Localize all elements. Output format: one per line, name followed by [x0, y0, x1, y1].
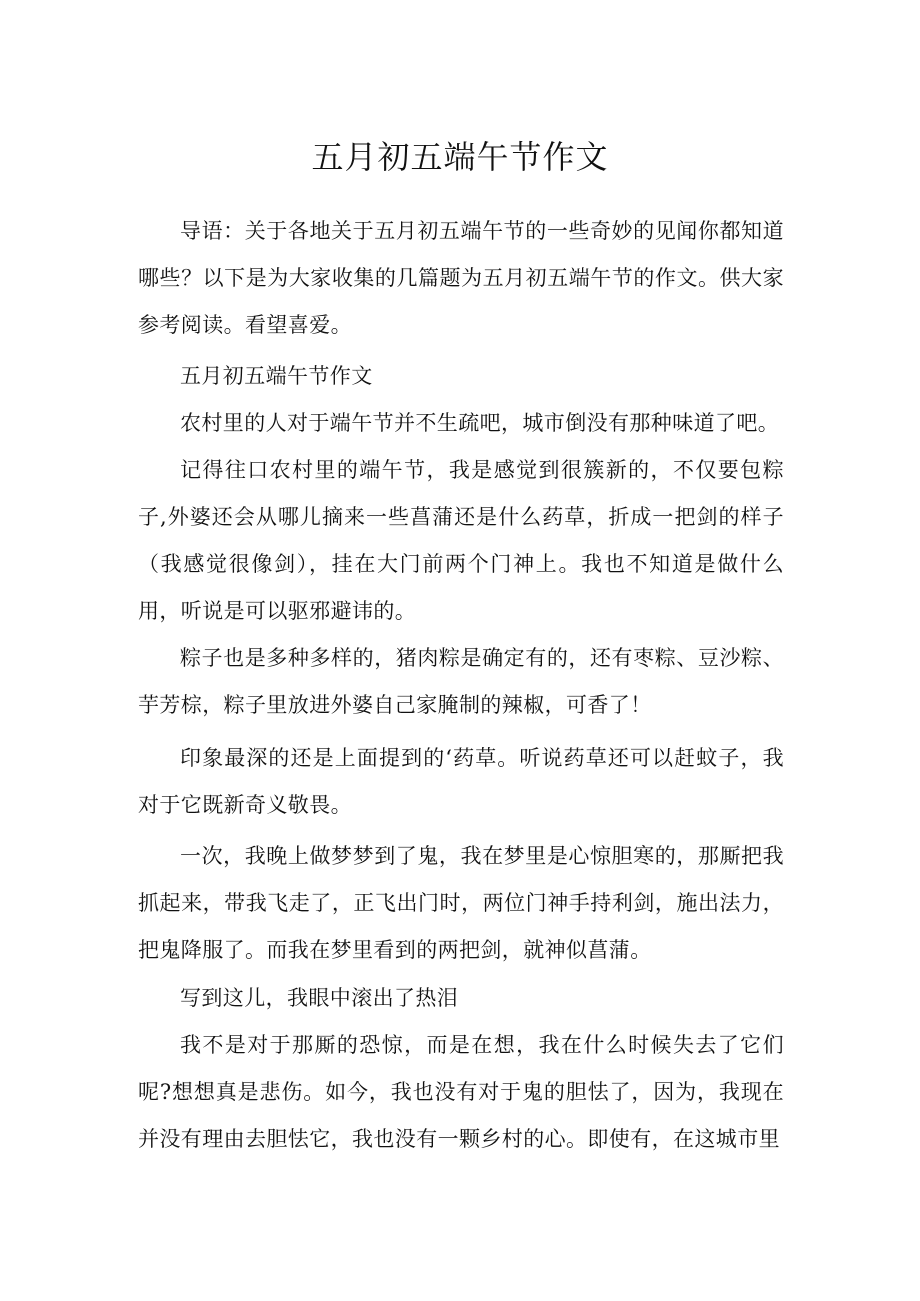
body-paragraph: 印象最深的还是上面提到的‘药草。听说药草还可以赶蚊子，我对于它既新奇义敬畏。 [138, 746, 784, 817]
intro-paragraph: 导语：关于各地关于五月初五端午节的一些奇妙的见闻你都知道哪些？以下是为大家收集的几篇题为五月初五端午节的作文。供大家参考阅读。看望喜爱。 [138, 219, 784, 337]
body-paragraph: 写到这儿，我眼中滚出了热泪 [180, 986, 459, 1010]
body-paragraph: 农村里的人对于端午节并不生疏吧，城市倒没有那种味道了吧。 [180, 411, 780, 435]
body-paragraph: 粽子也是多种多样的，猪肉粽是确定有的，还有枣粽、豆沙粽、芋芳棕，粽子里放进外婆自己家腌制的辣椒，可香了！ [138, 646, 784, 717]
essay-subtitle: 五月初五端午节作文 [180, 364, 373, 388]
body-paragraph: 我不是对于那厮的恐惊，而是在想，我在什么时候失去了它们呢?想想真是悲伤。如今，我也没有对于鬼的胆怯了，因为，我现在并没有理由去胆怯它，我也没有一颗乡村的心。即使有，在这城市里 [138, 1033, 784, 1151]
body-paragraph: 一次，我晚上做梦梦到了鬼，我在梦里是心惊胆寒的，那厮把我抓起来，带我飞走了，正飞出门时，两位门神手持利剑，施出法力，把鬼降服了。而我在梦里看到的两把剑，就神似菖蒲。 [138, 844, 784, 962]
body-paragraph: 记得往口农村里的端午节，我是感觉到很簇新的，不仅要包粽子,外婆还会从哪儿摘来一些菖蒲还是什么药草，折成一把剑的样子（我感觉很像剑），挂在大门前两个门神上。我也不知道是做什么用，听说是可以驱邪避讳的。 [138, 458, 784, 623]
document-title: 五月初五端午节作文 [311, 138, 609, 176]
